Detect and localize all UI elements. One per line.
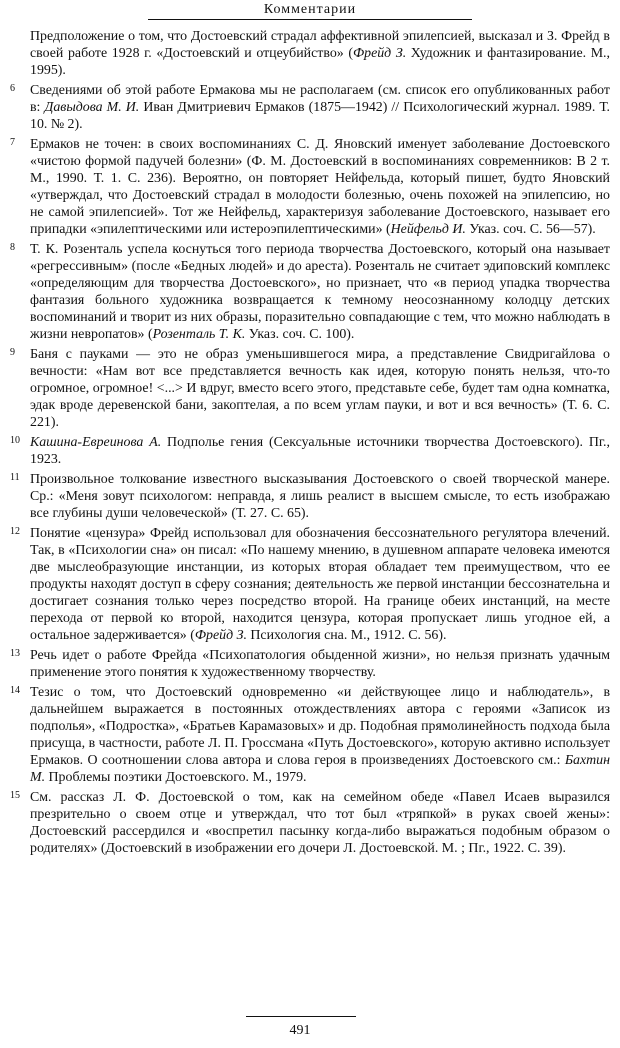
- running-header-title: Комментарии: [263, 2, 357, 17]
- italic-reference: Розенталь Т. К.: [152, 327, 246, 342]
- footnote-number: 9: [10, 347, 15, 358]
- text-segment: Предположение о том, что Достоевский страдал аффективной эпилепсией, высказал и З. Фрейд в своей работе 1928 г. «Достоевский и отцеубийство» (: [30, 29, 610, 61]
- intro-paragraph: [30, 28, 610, 79]
- footnote-number: 6: [10, 83, 15, 94]
- text-segment: См. рассказ Л. Ф. Достоевской о том, как на семейном обеде «Павел Исаев выразился презрительно о своем отце и утверждал, что тот был «тряпкой» в руках своей жены»: Достоевский рассердился и «воспретил пасынку когда-либо выражаться подобным образом о родителях» (Достоевский в изображении его дочери Л. Достоевской. М. ; Пг., 1922. С. 39).: [30, 790, 610, 856]
- notes-list: [10, 82, 610, 857]
- footnote-number: 8: [10, 242, 15, 253]
- text-segment: Указ. соч. С. 56—57).: [465, 222, 596, 237]
- footnote-number: 10: [10, 435, 20, 446]
- text-segment: Проблемы поэтики Достоевского. М., 1979.: [45, 770, 307, 785]
- text-segment: Сведениями об этой работе Ермакова мы не располагаем (см. список его опубликованных работ в:: [30, 83, 610, 115]
- footnote-number: 11: [10, 472, 20, 483]
- text-segment: Тезис о том, что Достоевский одновременно «и действующее лицо и наблюдатель», в дальнейшем выражается в постоянных отождествлениях автора с героями «Записок из подполья», «Подростка», «Братьев Карамазовых» и др. Подобная прямолинейность подхода была присуща, в частности, работе Л. П. Гроссмана «Путь Достоевского», которую активно использует Ермаков. О соотношении слова автора и слова героя в произведениях Достоевского см.:: [30, 685, 610, 768]
- footnote-10: [10, 434, 610, 468]
- footer-rule: [246, 1016, 356, 1017]
- commentary-body: [10, 28, 610, 860]
- footnote-9: [10, 346, 610, 431]
- text-segment: Т. К. Розенталь успела коснуться того периода творчества Достоевского, который она называет «регрессивным» (после «Бедных людей» и до ареста). Розенталь не считает эдиповский комплекс «определяющим для творчества Достоевского», но признает, что «в период упадка творчества фантазия больного художника возвращается к темному неосознанному колодцу детских воспоминаний и творит из них образы, поразительно совпадающие с тем, что можно наблюдать в жизни невропатов» (: [30, 242, 610, 342]
- text-segment: Иван Дмитриевич Ермаков (1875—1942) // Психологический журнал. 1989. Т. 10. № 2).: [30, 100, 610, 132]
- italic-reference: Давыдова М. И.: [44, 100, 140, 115]
- text-segment: Художник и фантазирование. М., 1995).: [30, 46, 611, 78]
- footnote-12: [10, 525, 610, 644]
- running-header: [0, 0, 620, 22]
- footnote-number: 15: [10, 790, 20, 801]
- footnote-8: [10, 241, 610, 343]
- footnote-number: 13: [10, 648, 20, 659]
- italic-reference: Фрейд З.: [194, 628, 247, 643]
- footnote-7: [10, 136, 610, 238]
- text-segment: Понятие «цензура» Фрейд использовал для обозначения бессознательного регулятора влечений. Так, в «Психологии сна» он писал: «По нашему мнению, в душевном аппарате человека имеются две мыслеобразующие инстанции, из которых вторая обладает тем преимуществом, что ее продукты находят доступ в сферу сознания; деятельность же первой инстанции бессознательна и достигает сознания только через посредство второй. На границе обеих инстанций, на месте перехода от первой ко второй, находится цензура, которая пропускает лишь угодное ей, а остальное задерживается» (: [30, 526, 610, 643]
- header-rule: [148, 19, 472, 20]
- footnote-15: [10, 789, 610, 857]
- text-segment: Психология сна. М., 1912. С. 56).: [246, 628, 447, 643]
- text-segment: Произвольное толкование известного высказывания Достоевского о своей творческой манере. Ср.: «Меня зовут психологом: неправда, я лишь реалист в высшем смысле, то есть изображаю все глубины души человеческой» (Т. 27. С. 65).: [30, 472, 610, 521]
- text-segment: Речь идет о работе Фрейда «Психопатология обыденной жизни», но нельзя признать удачным применение этого понятия к художественному творчеству.: [30, 648, 610, 680]
- text-segment: Указ. соч. С. 100).: [245, 327, 355, 342]
- page-number: 491: [289, 1023, 311, 1038]
- footnote-14: [10, 684, 610, 786]
- footnote-number: 7: [10, 137, 15, 148]
- footnote-number: 12: [10, 526, 20, 537]
- text-segment: Подполье гения (Сексуальные источники творчества Достоевского). Пг., 1923.: [30, 435, 611, 467]
- italic-reference: Кашина-Евреинова А.: [30, 435, 162, 450]
- footnote-6: [10, 82, 610, 133]
- italic-reference: Фрейд З.: [352, 46, 407, 61]
- footnote-11: [10, 471, 610, 522]
- text-segment: Баня с пауками — это не образ уменьшившегося мира, а представление Свидригайлова о вечности: «Нам вот все представляется вечность как идея, которую понять нельзя, что-то огромное, огромное! <...> И вдруг, вместо всего этого, представьте себе, будет там одна комнатка, эдак вроде деревенской бани, закоптелая, а по всем углам пауки, и вот и вся вечность» (Т. 6. С. 221).: [30, 347, 610, 430]
- text-segment: Ермаков не точен: в своих воспоминаниях С. Д. Яновский именует заболевание Достоевского «чистою формой падучей болезни» (Ф. М. Достоевский в воспоминаниях современников: В 2 т. М., 1990. Т. 1. С. 236). Вероятно, он повторяет Нейфельда, который пишет, будто Яновский «утверждал, что Достоевский страдал в молодости болезнью, очень похожей на эпилепсию, но не самой эпилепсией». Тот же Нейфельд, характеризуя заболевание Достоевского, называет его припадки «эпилептическими или истероэпилептическими» (: [30, 137, 610, 237]
- italic-reference: Бахтин М.: [30, 753, 610, 785]
- footnote-13: [10, 647, 610, 681]
- italic-reference: Нейфельд И.: [390, 222, 466, 237]
- footnote-number: 14: [10, 685, 20, 696]
